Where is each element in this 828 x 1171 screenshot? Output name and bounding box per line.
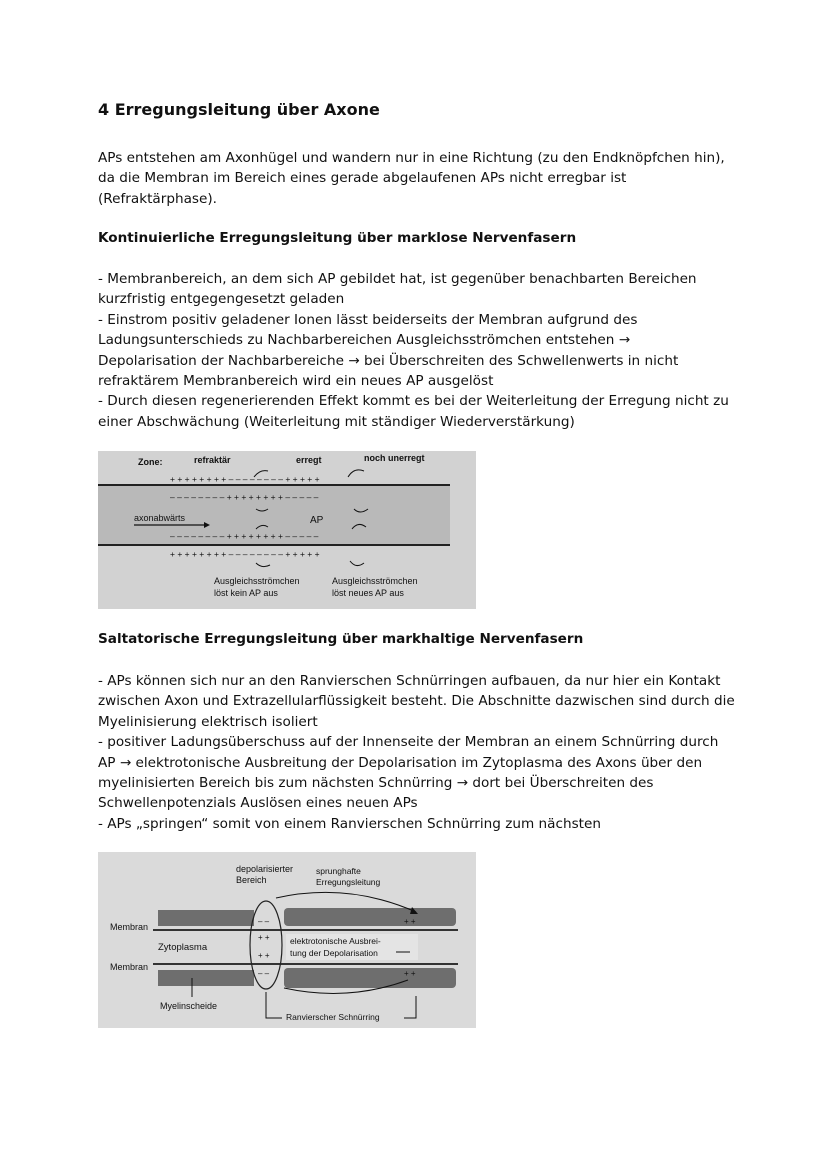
myelin-block: [158, 970, 254, 986]
myelin-label: Myelinscheide: [160, 1001, 218, 1011]
cytoplasm-label: Zytoplasma: [158, 942, 208, 953]
saltatory-line: - positiver Ladungsüberschuss auf der Innenseite der Membran an einem Schnürring durch: [98, 734, 719, 751]
intro-line: da die Membran im Bereich eines gerade abgelaufenen APs nicht erregbar ist: [98, 170, 627, 187]
membrane-label-bottom: Membran: [110, 962, 149, 972]
saltatory-line: - APs „springen“ somit von einem Ranvierschen Schnürring zum nächsten: [98, 815, 601, 832]
caption-left-line1: Ausgleichsströmchen: [214, 576, 300, 586]
continuous-line: - Durch diesen regenerierenden Effekt kommt es bei der Weiterleitung der Erregung nicht zu: [98, 393, 729, 410]
depol-label-line1: depolarisierter: [236, 864, 294, 874]
continuous-line: - Einstrom positiv geladener Ionen lässt beiderseits der Membran aufgrund des: [98, 311, 638, 328]
jump-label-line2: Erregungsleitung: [316, 877, 381, 887]
node-charge-inner-bottom: + +: [258, 951, 270, 960]
continuous-line: Ladungsunterschieds zu Nachbarbereichen Ausgleichsströmchen entstehen →: [98, 332, 631, 349]
node-charge-outer-bottom: – –: [258, 969, 270, 978]
saltatory-paragraph: [98, 671, 738, 834]
zone-refractory-label: refraktär: [194, 455, 231, 465]
ap-label: AP: [310, 515, 324, 526]
myelin-block: [284, 968, 456, 988]
next-node-charge-top: + +: [404, 917, 416, 926]
continuous-line: einer Abschwächung (Weiterleitung mit ständiger Wiederverstärkung): [98, 413, 575, 430]
caption-left-line2: löst kein AP aus: [214, 588, 278, 598]
caption-right-line1: Ausgleichsströmchen: [332, 576, 418, 586]
electrotonic-label-line2: tung der Depolarisation: [290, 948, 378, 958]
saltatory-line: myelinisierten Bereich bis zum nächsten Schnürring → dort bei Überschreiten des: [98, 775, 654, 792]
zone-unexcited-label: noch unerregt: [364, 453, 425, 463]
node-label: Ranvierscher Schnürring: [286, 1012, 380, 1022]
section-title: 4 Erregungsleitung über Axone: [98, 100, 380, 119]
continuous-line: kurzfristig entgegengesetzt geladen: [98, 291, 345, 308]
saltatory-heading: Saltatorische Erregungsleitung über markhaltige Nervenfasern: [98, 631, 584, 647]
membrane-label-top: Membran: [110, 922, 149, 932]
continuous-line: Depolarisation der Nachbarbereiche → bei Überschreiten des Schwellenwerts in nicht: [98, 352, 679, 369]
intro-line: APs entstehen am Axonhügel und wandern nur in eine Richtung (zu den Endknöpfchen hin),: [98, 150, 725, 166]
continuous-line: - Membranbereich, an dem sich AP gebildet hat, ist gegenüber benachbarten Bereichen: [98, 271, 697, 287]
saltatory-line: Schwellenpotenzials Auslösen eines neuen APs: [98, 795, 418, 812]
depol-label-line2: Bereich: [236, 875, 267, 885]
caption-right-line2: löst neues AP aus: [332, 588, 404, 598]
electrotonic-label-line1: elektrotonische Ausbrei-: [290, 936, 381, 946]
saltatory-line: AP → elektrotonische Ausbreitung der Depolarisation im Zytoplasma des Axons über den: [98, 754, 703, 771]
continuous-line: refraktärem Membranbereich wird ein neues AP ausgelöst: [98, 373, 494, 390]
node-charge-inner-top: + +: [258, 933, 270, 942]
saltatory-line: Myelinisierung elektrisch isoliert: [98, 713, 318, 730]
charge-row-inner-bottom: – – – – – – – – + + + + + + + + – – – – –: [170, 531, 319, 541]
intro-line: (Refraktärphase).: [98, 190, 217, 207]
continuous-conduction-figure: [98, 451, 476, 609]
charge-row-outer-bottom: + + + + + + + + – – – – – – – – + + + + +: [170, 549, 320, 559]
charge-row-inner-top: – – – – – – – – + + + + + + + + – – – – –: [170, 492, 319, 502]
intro-paragraph: [98, 148, 738, 209]
myelin-block: [158, 910, 254, 926]
continuous-heading: Kontinuierliche Erregungsleitung über marklose Nervenfasern: [98, 230, 577, 246]
saltatory-line: - APs können sich nur an den Ranvierschen Schnürringen aufbauen, da nur hier ein Kontakt: [98, 673, 721, 689]
zone-label: Zone:: [138, 457, 163, 467]
myelin-block: [284, 908, 456, 926]
zone-excited-label: erregt: [296, 455, 322, 465]
jump-label-line1: sprunghafte: [316, 866, 361, 876]
node-charge-outer-top: – –: [258, 917, 270, 926]
charge-row-outer-top: + + + + + + + + – – – – – – – – + + + + +: [170, 474, 320, 484]
saltatory-conduction-figure: [98, 852, 476, 1028]
continuous-paragraph: [98, 269, 738, 432]
next-node-charge-bottom: + +: [404, 969, 416, 978]
saltatory-line: zwischen Axon und Extrazellularflüssigkeit besteht. Die Abschnitte dazwischen sind durch die: [98, 693, 735, 710]
direction-label: axonabwärts: [134, 513, 186, 523]
